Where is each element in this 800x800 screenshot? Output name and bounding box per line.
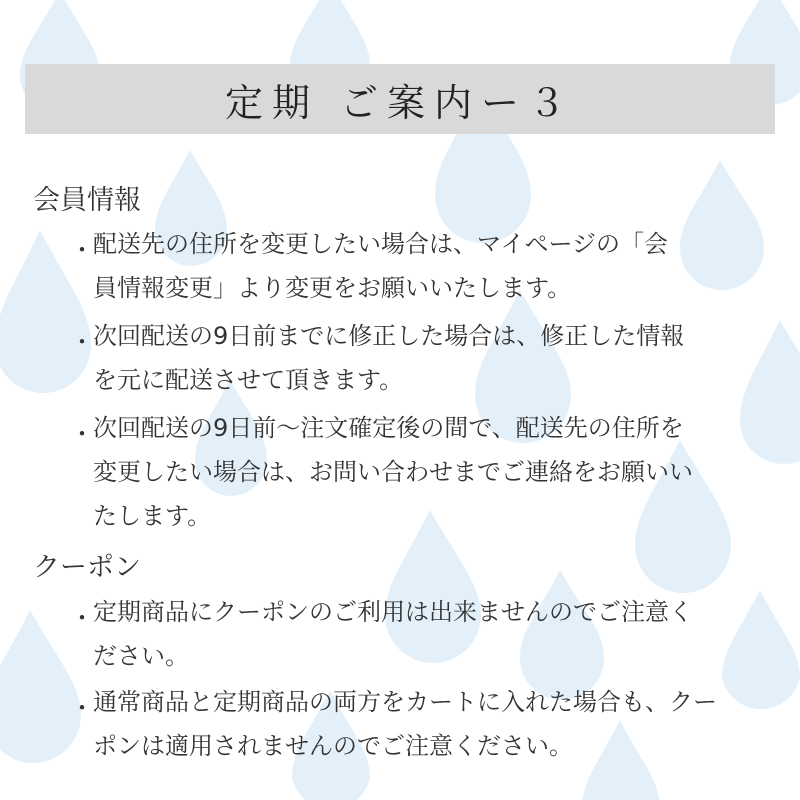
bullet-icon: ・ xyxy=(70,604,94,632)
bullet-icon: ・ xyxy=(70,236,94,264)
bullet-icon: ・ xyxy=(70,420,94,448)
bullet-icon: ・ xyxy=(70,694,94,722)
list-item-line: 配送先の住所を変更したい場合は、マイページの「会 xyxy=(93,230,669,258)
section-heading-coupon: クーポン xyxy=(33,552,141,583)
list-item xyxy=(93,406,773,538)
list-item-line: を元に配送させて頂きます。 xyxy=(93,366,404,394)
list-item-line: 次回配送の9日前～注文確定後の間で、配送先の住所を xyxy=(93,414,684,442)
list-item-line: ださい。 xyxy=(93,642,189,670)
list-item-line: 通常商品と定期商品の両方をカートに入れた場合も、クー xyxy=(93,688,717,716)
page-title: 定期 ご案内ー３ xyxy=(224,80,576,125)
list-item-line: 次回配送の9日前までに修正した場合は、修正した情報 xyxy=(93,322,685,350)
list-item-line: ポンは適用されませんのでご注意ください。 xyxy=(93,732,573,760)
section-heading-member-info: 会員情報 xyxy=(33,185,141,216)
list-item xyxy=(93,222,773,310)
list-item xyxy=(93,590,773,678)
list-item-line: 定期商品にクーポンのご利用は出来ませんのでご注意く xyxy=(93,598,693,626)
bullet-icon: ・ xyxy=(70,328,94,356)
list-item-line: 員情報変更」より変更をお願いいたします。 xyxy=(93,274,572,302)
list-item xyxy=(93,314,773,402)
list-item-line: 変更したい場合は、お問い合わせまでご連絡をお願いい xyxy=(93,458,693,486)
list-item-line: たします。 xyxy=(93,502,212,530)
list-item xyxy=(93,680,773,768)
